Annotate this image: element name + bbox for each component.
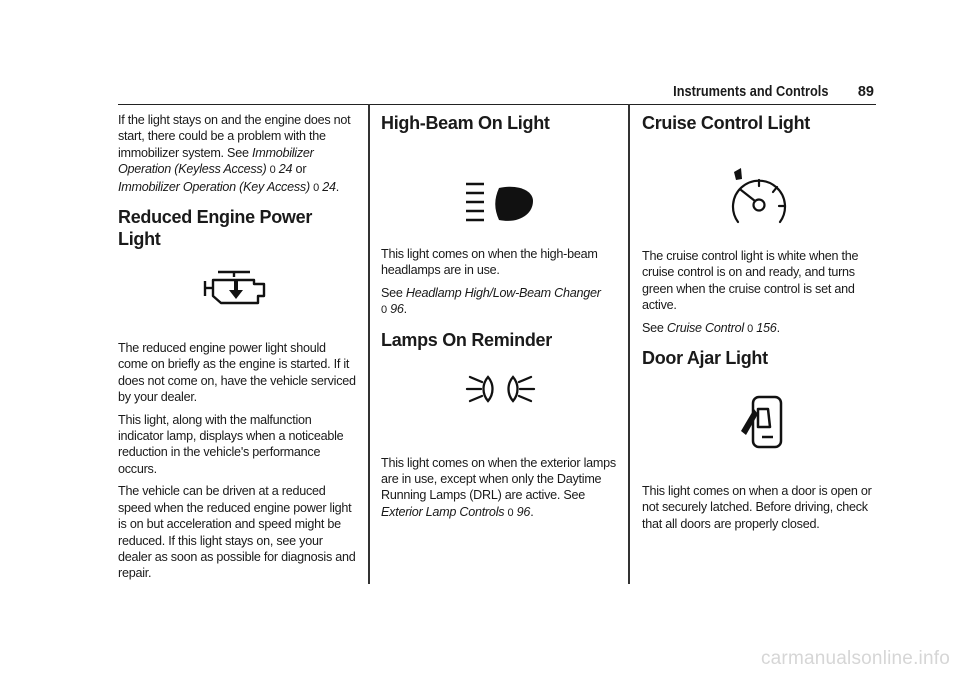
door-ajar-icon [642,369,880,475]
period: . [403,302,407,317]
intro-paragraph [118,112,356,196]
page-ref-icon: 0 [313,181,320,194]
lamps-on-icon [381,351,619,441]
intro-text: If the light stays on and the engine does not start, there could be a problem with the immobilizer system. See [118,113,351,160]
page-link-24a[interactable]: 24 [278,162,293,177]
column-divider [368,104,370,584]
watermark: carmanualsonline.info [760,648,950,669]
lamps-on-text: This light comes on when the exterior lamps are in use, except when only the Daytime Running Lamps (DRL) are active. See [381,455,616,503]
page-number: 89 [857,84,874,100]
reduced-power-paragraph-3: The vehicle can be driven at a reduced speed when the reduced engine power light is on but acceleration and speed might be reduced. If this light stays on, see your dealer as soon as possible for diagnosis and repair. [118,484,356,581]
see-text: See [642,320,667,335]
link-headlamp-changer[interactable]: Headlamp High/Low-Beam Changer [405,285,601,300]
page-ref-icon: 0 [381,304,387,317]
page-ref-icon: 0 [507,506,514,519]
section-title: Instruments and Controls [672,84,828,100]
link-immobilizer-key[interactable]: Immobilizer Operation (Key Access) [118,179,310,194]
page-link-156[interactable]: 156 [756,320,777,335]
intro-or: or [292,162,307,177]
link-immobilizer-keyless[interactable]: Immobilizer Operation (Keyless Access) [118,145,314,177]
page-link-24b[interactable]: 24 [322,179,336,194]
heading-cruise-control: Cruise Control Light [642,113,810,133]
reduced-power-paragraph-2: This light, along with the malfunction indicator lamp, displays when a noticeable reduction in the vehicle's performance occurs. [118,412,344,476]
high-beam-see-paragraph [381,285,619,319]
page-ref-icon: 0 [269,164,276,177]
heading-door-ajar: Door Ajar Light [642,348,768,369]
lamps-on-paragraph [381,455,619,522]
high-beam-icon [381,134,619,238]
column-3 [642,112,880,538]
page-link-96a[interactable]: 96 [390,302,404,317]
link-exterior-lamp-controls[interactable]: Exterior Lamp Controls [381,504,505,519]
heading-high-beam: High-Beam On Light [381,113,550,133]
door-ajar-paragraph: This light comes on when a door is open or not securely latched. Before driving, check that all doors are properly closed. [642,484,872,531]
heading-lamps-on: Lamps On Reminder [381,329,552,350]
cruise-control-paragraph: The cruise control light is white when the cruise control is on and ready, and turns green when the cruise control is set and active. [642,249,859,313]
period: . [776,320,780,335]
heading-reduced-engine-power: Reduced Engine Power Light [118,207,313,250]
page-header [118,84,876,105]
page-ref-icon: 0 [747,322,754,335]
column-divider [628,104,630,584]
column-2 [381,112,619,527]
page-link-96b[interactable]: 96 [516,504,531,519]
high-beam-paragraph: This light comes on when the high-beam headlamps are in use. [381,247,598,278]
reduced-engine-power-icon [118,250,356,320]
column-1 [118,112,356,588]
period: . [530,504,534,519]
cruise-control-icon [642,134,880,244]
see-text: See [381,285,406,300]
reduced-power-paragraph-1: The reduced engine power light should come on briefly as the engine is started. If it does not come on, have the vehicle serviced by your dealer. [118,341,356,405]
intro-end: . [335,179,340,194]
link-cruise-control[interactable]: Cruise Control [666,320,744,335]
cruise-see-paragraph [642,320,880,337]
